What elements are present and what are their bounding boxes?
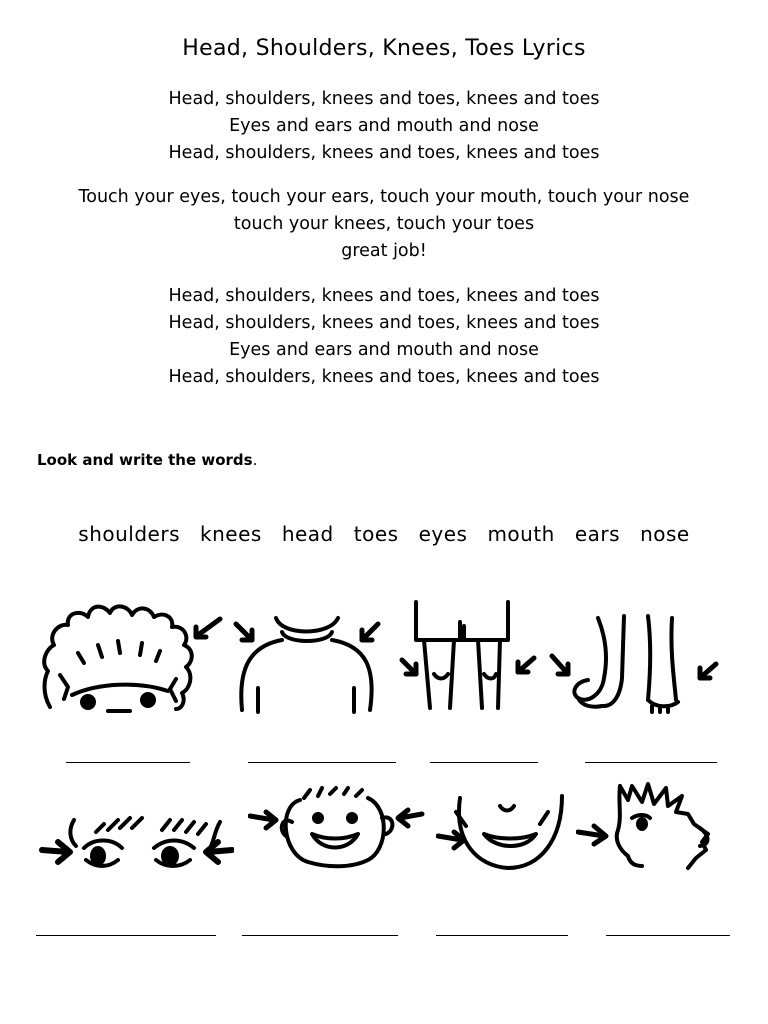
- word-bank-item: nose: [640, 522, 690, 546]
- word-bank-item: mouth: [487, 522, 555, 546]
- worksheet-title: Head, Shoulders, Knees, Toes Lyrics: [182, 36, 586, 61]
- lyric-line: Head, shoulders, knees and toes, knees and toes: [168, 367, 600, 387]
- toes-icon: [548, 608, 723, 718]
- answer-line[interactable]: [242, 935, 398, 936]
- eyes-icon: [38, 810, 234, 880]
- answer-line[interactable]: [248, 762, 396, 763]
- knees-icon: [398, 596, 538, 716]
- lyric-line: Head, shoulders, knees and toes, knees and toes: [168, 143, 600, 163]
- answer-line[interactable]: [36, 935, 216, 936]
- answer-line[interactable]: [436, 935, 568, 936]
- word-bank: [0, 522, 768, 546]
- lyric-line: Touch your eyes, touch your ears, touch your mouth, touch your nose: [78, 187, 690, 207]
- mouth-icon: [436, 790, 572, 872]
- word-bank-item: toes: [353, 522, 399, 546]
- answer-line[interactable]: [66, 762, 190, 763]
- instruction-text: Look and write the words: [37, 451, 253, 469]
- answer-line[interactable]: [585, 762, 717, 763]
- nose-icon: [576, 778, 722, 872]
- word-bank-item: head: [281, 522, 334, 546]
- word-bank-item: shoulders: [78, 522, 181, 546]
- lyric-line: great job!: [341, 241, 427, 261]
- word-bank-item: eyes: [418, 522, 468, 546]
- lyric-line: Head, shoulders, knees and toes, knees and toes: [168, 89, 600, 109]
- verse-3: [0, 283, 768, 391]
- ears-icon: [248, 784, 426, 870]
- verse-1: [0, 86, 768, 167]
- verse-2: [0, 184, 768, 265]
- lyric-line: Head, shoulders, knees and toes, knees and toes: [168, 313, 600, 333]
- lyric-line: Head, shoulders, knees and toes, knees and toes: [168, 286, 600, 306]
- shoulders-icon: [230, 608, 390, 718]
- lyric-line: Eyes and ears and mouth and nose: [229, 340, 539, 360]
- instruction: [37, 451, 257, 469]
- lyric-line: Eyes and ears and mouth and nose: [229, 116, 539, 136]
- lyric-line: touch your knees, touch your toes: [233, 214, 535, 234]
- instruction-period: .: [252, 451, 258, 469]
- head-hair-icon: [38, 595, 228, 720]
- word-bank-item: knees: [200, 522, 262, 546]
- answer-line[interactable]: [606, 935, 730, 936]
- answer-line[interactable]: [430, 762, 538, 763]
- word-bank-item: ears: [574, 522, 621, 546]
